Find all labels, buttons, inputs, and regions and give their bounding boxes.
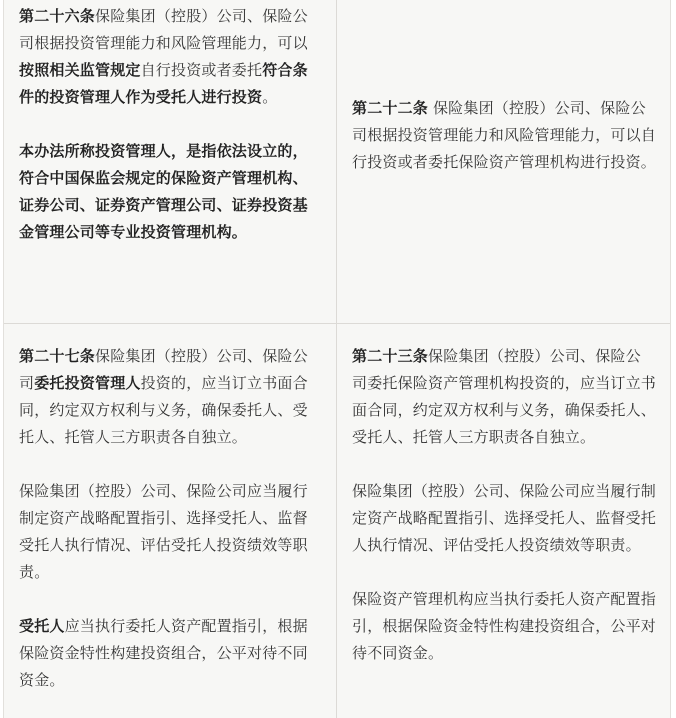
bold-text-run: 委托投资管理人 [34, 374, 141, 392]
paragraph [19, 478, 322, 586]
text-run: 应当执行委托人资产配置指引，根据保险资金特性构建投资组合，公平对待不同资金。 [19, 617, 308, 689]
text-run: 保险集团（控股）公司、保险公司 [19, 347, 308, 392]
paragraph [352, 343, 656, 451]
bold-text-run: 符合条件的投资管理人作为受托人进行投资 [19, 61, 308, 106]
table-row [4, 0, 670, 324]
paragraph [352, 478, 656, 559]
bold-text-run: 第二十六条 [19, 7, 96, 25]
cell-text [352, 343, 656, 667]
bold-text-run: 第二十二条 [352, 99, 429, 117]
text-run: 保险集团（控股）公司、保险公司根据投资管理能力和风险管理能力，可以 [19, 7, 308, 52]
cell-text [19, 3, 322, 246]
paragraph [352, 95, 656, 176]
paragraph [19, 138, 322, 246]
paragraph [19, 343, 322, 451]
bold-text-run: 第二十七条 [19, 347, 96, 365]
new-regulation-cell [4, 0, 337, 323]
paragraph [352, 586, 656, 667]
text-run: 保险集团（控股）公司、保险公司应当履行制定资产战略配置指引、选择受托人、监督受托人执行情况、评估受托人投资绩效等职责。 [19, 482, 308, 581]
old-regulation-cell [337, 0, 670, 323]
table-row [4, 324, 670, 718]
old-regulation-cell [337, 324, 670, 718]
cell-text [352, 95, 656, 176]
comparison-table [3, 0, 671, 718]
text-run: 保险集团（控股）公司、保险公司根据投资管理能力和风险管理能力，可以自行投资或者委托保险资产管理机构进行投资。 [352, 99, 657, 171]
text-run: 保险资产管理机构应当执行委托人资产配置指引，根据保险资金特性构建投资组合，公平对待不同资金。 [352, 590, 657, 662]
bold-text-run: 受托人 [19, 617, 65, 635]
text-run: 自行投资或者委托 [140, 61, 263, 79]
paragraph [19, 613, 322, 694]
bold-text-run: 按照相关监管规定 [19, 61, 141, 79]
text-run: 保险集团（控股）公司、保险公司应当履行制定资产战略配置指引、选择受托人、监督受托人执行情况、评估受托人投资绩效等职责。 [352, 482, 657, 554]
text-run: 投资的，应当订立书面合同，约定双方权利与义务，确保委托人、受托人、托管人三方职责各自独立。 [19, 374, 308, 446]
new-regulation-cell [4, 324, 337, 718]
cell-text [19, 343, 322, 694]
text-run: 保险集团（控股）公司、保险公司委托保险资产管理机构投资的，应当订立书面合同，约定双方权利与义务，确保委托人、受托人、托管人三方职责各自独立。 [352, 347, 657, 446]
text-run: 。 [262, 88, 278, 106]
paragraph [19, 3, 322, 111]
bold-text-run: 本办法所称投资管理人，是指依法设立的，符合中国保监会规定的保险资产管理机构、证券公司、证券资产管理公司、证券投资基金管理公司等专业投资管理机构。 [19, 142, 308, 241]
bold-text-run: 第二十三条 [352, 347, 429, 365]
